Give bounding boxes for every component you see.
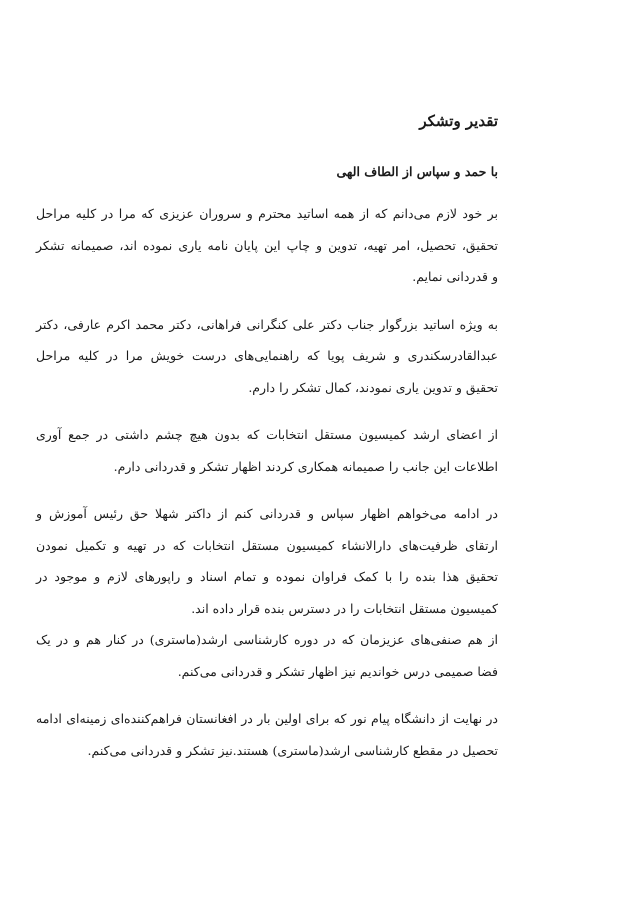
paragraph-line: عبدالقادرسکندری و شریف پویا که راهنمایی‌های درست خویش مرا در کلیه مراحل <box>36 348 498 363</box>
paragraph-line: تحقیق و تدوین یاری نمودند، کمال تشکر را دارم. <box>248 379 498 395</box>
paragraph-line: تحقیق، تحصیل، امر تهیه، تدوین و چاپ این پایان نامه یاری نموده اند، صمیمانه تشکر <box>36 237 498 253</box>
page-subtitle: با حمد و سپاس از الطاف الهی <box>336 164 498 179</box>
paragraph-line: تحقیق هذا بنده را با کمک فراوان نموده و تمام اسناد و راپورهای لازم و موجود در <box>36 569 498 584</box>
paragraph-line: بر خود لازم می‌دانم که از همه اساتید محترم و سروران عزیزی که مرا در کلیه مراحل <box>36 206 498 221</box>
paragraph-line: ارتقای ظرفیت‌های دارالانشاء کمیسیون مستقل انتخابات که در تهیه و تکمیل نمودن <box>36 537 498 553</box>
page-body <box>36 198 498 782</box>
paragraph-line: در ادامه می‌خواهم اظهار سپاس و قدردانی کنم از داکتر شهلا حق رئیس آموزش و <box>36 506 498 521</box>
paragraph-line: از هم صنفی‌های عزیزمان که در دوره کارشناسی ارشد(ماستری) در کنار هم و در یک <box>36 632 498 647</box>
paragraph-line: و قدردانی نمایم. <box>412 269 498 284</box>
paragraph-line: فضا صمیمی درس خواندیم نیز اظهار تشکر و قدردانی می‌کنم. <box>177 663 498 679</box>
paragraph-capacity-building-thanks <box>36 498 498 687</box>
paragraph-line: در نهایت از دانشگاه پیام نور که برای اولین بار در افغانستان فراهم‌کننده‌ای زمینه‌ای ادامه <box>36 711 498 726</box>
page-title: تقدیر وتشکر <box>419 112 498 130</box>
paragraph-line: اطلاعات این جانب را صمیمانه همکاری کردند اظهار تشکر و قدردانی دارم. <box>113 458 498 474</box>
paragraph-supervisors-thanks <box>36 309 498 404</box>
paragraph-line: از اعضای ارشد کمیسیون مستقل انتخابات که بدون هیچ چشم داشتی در جمع آوری <box>36 427 498 442</box>
paragraph-university-thanks <box>36 703 498 766</box>
paragraph-commission-thanks <box>36 419 498 482</box>
paragraph-line: کمیسیون مستقل انتخابات را در دسترس بنده قرار داده اند. <box>191 600 498 616</box>
paragraph-line: تحصیل در مقطع کارشناسی ارشد(ماستری) هستند.نیز تشکر و قدردانی می‌کنم. <box>87 742 498 758</box>
paragraph-line: به ویژه اساتید بزرگوار جناب دکتر علی کنگرانی فراهانی، دکتر محمد اکرم عارفی، دکتر <box>36 316 498 332</box>
paragraph-professors-thanks <box>36 198 498 293</box>
